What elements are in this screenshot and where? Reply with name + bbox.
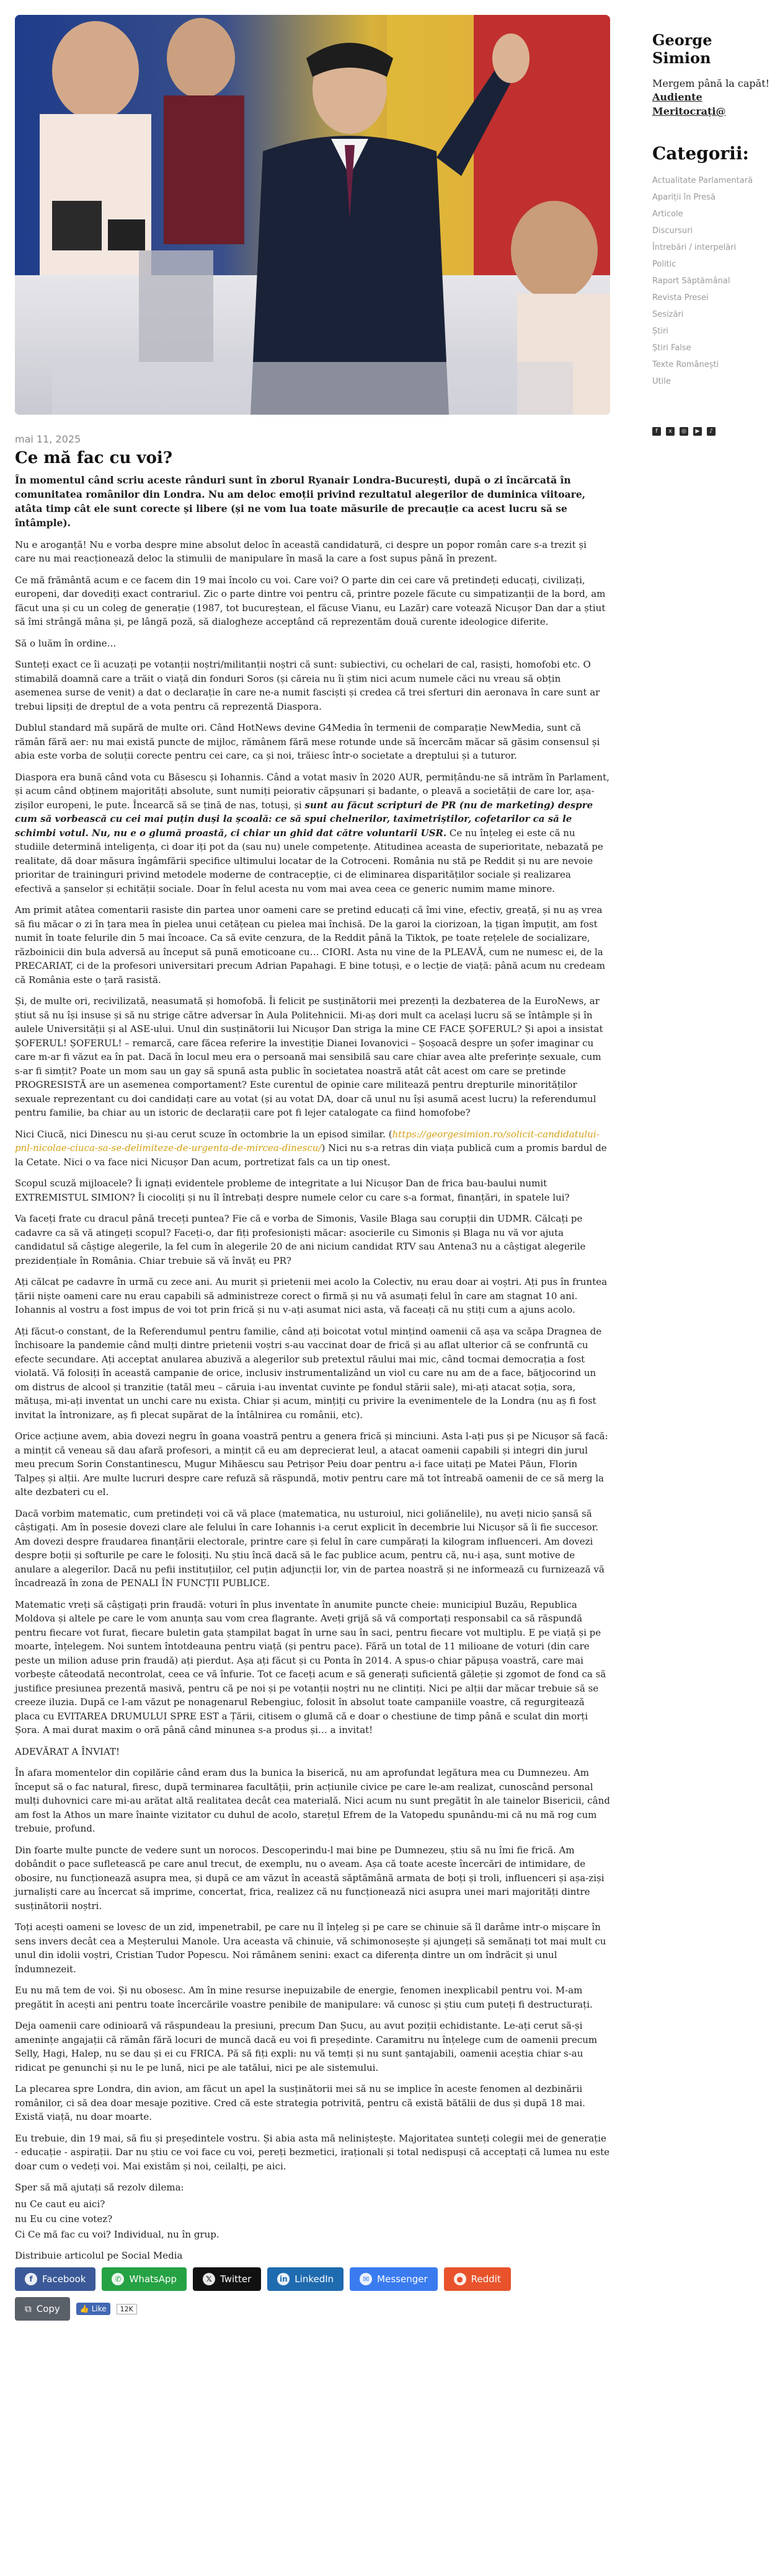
secondary-share-row (15, 2297, 610, 2321)
copy-link-button[interactable] (15, 2297, 70, 2321)
site-author-name[interactable]: George Simion (652, 31, 712, 67)
facebook-share-label: Facebook (42, 2274, 86, 2285)
sidebar (652, 31, 770, 436)
paragraph: Eu trebuie, din 19 mai, să fiu și președintele vostru. Și abia asta mă neliniștește. Majoritatea sunteți colegii mei de generație - educație - aspirații. Dar nu știu ce voi face cu voi, pereți bezmetici, iraționali și total nedispuși că acceptați că lumea nu este doar cum o vedeți voi. Mai existăm și noi, ceilalți, pe aici. (15, 2132, 609, 2172)
facebook-icon[interactable]: f (652, 427, 661, 436)
whatsapp-share-label: WhatsApp (129, 2274, 177, 2285)
paragraph-text: Diaspora era bună când vota cu Băsescu și Iohannis. Când a votat masiv în 2020 AUR, permițându-ne să intrăm în Parlament, și acum când obținem majorități absolute, sunt numiți peiorativ căpșunari și badante, o pleavă a societății de care lor, așa-zișilor europeni, le pute. Încearcă să se țină de nas, totuși, și (15, 771, 609, 811)
thumbs-up-icon: 👍 (79, 2305, 89, 2314)
paragraph-emphasis: sunt au făcut scripturi de PR (nu de marketing) despre cum să vorbească cu cei mai puțin duși la școală: ce să spui chelnerilor, taximetriștilor, cofetarilor ca să le schimbi votul. Nu, nu e o glumă proastă, ci chiar un ghid dat către voluntarii USR. (15, 799, 593, 839)
paragraph: Ce mă frământă acum e ce facem din 19 mai încolo cu voi. Care voi? O parte din cei care vă pretindeți educați, civilizați, europeni, dar dovediți exact contrariul. Zic o parte dintre voi pentru că, printre pozele făcute cu simpatizanții de la bord, am făcut una și cu un coleg de generație (1987, tot bucureștean, el făcuse Vianu, eu Lazăr) care votează Nicușor Dan dar a știut să îmi strângă mâna și, pe lângă poză, să dialogheze acceptând că reprezentăm două curente ideologice diferite. (15, 574, 606, 628)
category-item[interactable]: Revista Presei (652, 293, 709, 303)
tagline-link-meritocrati[interactable]: Meritocrați@ (652, 105, 726, 117)
twitter-share-label: Twitter (220, 2274, 252, 2285)
paragraph: Dacă vorbim matematic, cum pretindeți voi că vă place (matematica, nu usturoiul, nici goliănelile), nu aveți nicio șansă să câștigați. Am în posesie dovezi clare ale felului în care Iohannis i-a cerut explicit în decembrie lui Nicușor să îi fie succesor. Am dovezi despre fraudarea finanțării electorale, printre care și felul în care cumpărați la kilogram influenceri. Am dovezi despre boții și softurile pe care le folosiți. Nu știu încă dacă să le fac publice acum, pentru că, nu-i așa, sunt motive de anulare a alegerilor. Dacă nu pefii instituțiilor, cel puțin adjuncții lor, vin de partea noastră și ne informează cu furnizează vă încadrează în zona de PENALI ÎN FUNCȚII PUBLICE. (15, 1507, 605, 1589)
category-item[interactable]: Sesizări (652, 310, 684, 320)
paragraph: Sunteți exact ce îi acuzați pe votanții noștri/militanții noștri că sunt: subiectivi, cu ochelari de cal, rasiști, homofobi etc. O stimabilă doamnă care a trăit o viață din fonduri Soros (și căreia nu îi știm nici acum numele căci nu vreau să obțin asemenea surse de venit) a dat o declarație în care ne-a numit fasciști și credea că trei sferturi din aeronava în care sunt ar trebui lipsiți de dreptul de a vota pentru că reprezentă Diaspora. (15, 659, 600, 712)
paragraph: Matematic vreți să câștigați prin fraudă: voturi în plus inventate în anumite puncte cheie: municipiul Buzău, Republica Moldova și altele pe care le vom anunța sau vom crea flagrante. Aveți grijă să vă comportați responsabil ca să răspundă pentru fiecare vot furat, fiecare buletin gata ștampilat bagat în urne sau în saci, pentru fiecare vot multiplu. E pe viață și pe moarte, înțelegem. Noi suntem întotdeauna pentru viață (și pentru pace). Fără un total de 11 milioane de voturi (din care peste un milion aduse prin fraudă) ați pierdut. Așa ați făcut și cu Ponta în 2014. A spus-o chiar păpușa voastră, care mai vorbește câteodată necontrolat, ceea ce vă înfurie. Tot ce faceți acum e să generați suficientă găleție și zgomot de fond ca să justifice presiunea prezentă masivă, pentru că pe noi și pe votanții noștri nu ne clintiți. Nici pe alții dar măcar trebuie să se creeze iluzia. După ce l-am văzut pe nonagenarul Rebengiuc, folosit în absolut toate campaniile voastre, că regurgitează placa cu EVITAREA DRUMULUI SPRE EST a Țării, citisem o glumă că e doar o chestiune de timp până e sculat din morți Șora. A mai durat maxim o oră până când minunea s-a produs și… a invitat! (15, 1599, 606, 1736)
social-icons (652, 427, 770, 436)
category-item[interactable]: Apariții în Presă (652, 193, 716, 203)
facebook-like-button[interactable] (76, 2303, 110, 2315)
paragraph: Nu e aroganță! Nu e vorba despre mine absolut deloc în această candidatură, ci despre un popor român care s-a trezit și care nu mai reacționează deloc la stimulii de manipulare în masă la care a fost supus până în prezent. (15, 539, 587, 565)
tagline-link-audiente[interactable]: Audiente (652, 91, 702, 104)
paragraph (15, 770, 610, 896)
article-link[interactable]: https://georgesimion.ro/solicit-candidatului-pnl-nicolae-ciuca-sa-se-delimiteze-de-urgenta-de-mircea-dinescu/ (15, 1128, 600, 1154)
categories-list (652, 172, 770, 390)
paragraph-text: Ce nu înțeleg ei este că nu studiile determină inteligența, ci doar iți pot da (sau nu) unele competențe. Atitudinea aceasta de superioritate, nebazată pe realitate, dă doar măsura îngâmfării specifice ultimului locatar de la Cotroceni. România nu stă pe Reddit și nu are nevoie prioritar de trainingurі privind metodele moderne de contracepție, ci de eliminarea disparităților sociale și realizarea efectivă a șanselor și echității sociale. Doar în felul acesta nu vom mai avea ceea ce generic numim mame minore. (15, 827, 603, 894)
messenger-icon: ✉ (360, 2273, 372, 2285)
paragraph-text: Nici Ciucă, nici Dinescu nu și-au cerut scuze în octombrie la un episod similar. (15, 1128, 386, 1140)
like-count: 12K (117, 2304, 137, 2314)
linkedin-icon: in (277, 2273, 290, 2285)
category-item[interactable]: Utile (652, 377, 671, 387)
categories-heading: Categorii: (652, 143, 749, 164)
paragraph: Sper să mă ajutați să rezolv dilema: (15, 2182, 184, 2194)
reddit-share-label: Reddit (471, 2274, 501, 2285)
post-title: Ce mă fac cu voi? (15, 449, 172, 467)
copy-label: Copy (36, 2303, 60, 2315)
paragraph: nu Eu cu cine votez? (15, 2213, 113, 2225)
linkedin-share-button[interactable] (267, 2267, 343, 2291)
paragraph: Toți acești oameni se lovesc de un zid, impenetrabil, pe care nu îl înțeleg și pe care se chinuie să îl darâme intr-o mișcare în sens invers decât cea a Meșterului Manole. Ura aceasta vă chinuie, vă schimonosește și ajungeți să semănați tot mai mult cu unul din idolii voștri, Cristian Tudor Popescu. Noi rămânem senini: exact ca diferența dintre un om îndrăcit și unul îndumnezeit. (15, 1921, 606, 1975)
hero-illustration (15, 15, 610, 415)
whatsapp-share-button[interactable] (102, 2267, 187, 2291)
paragraph: Și, de multe ori, recivilizată, neasumată și homofobă. Îi felicit pe susținătorii mei prezenți la dezbaterea de la EuroNews, ar știut să nu își insuse și să nu strige către adversar în Aula Politehnicii. Mi-aș dori mult ca același lucru să se întâmple și în aulele Universității și al ASE-ului. Unul din susținătorii lui Nicușor Dan striga la mine CE FACE ȘOFERUL? Și apoi a insistat ȘOFERUL! ȘOFERUL! – remarcă, care făcea referire la investiție Dianei Iovanovici – Șoșoacă despre un șofer imaginar cu care m-ar fi văzut ea în pat. Dacă în locul meu era o persoană mai sensibilă sau care chiar avea alte preferințe sexuale, cum s-ar fi simțit? Poate un mom sau un gay să spună asta public în societatea noastră atât cât acest om care se pretinde PROGRESISTĂ are un asemenea comportament? Este curentul de opinie care militează pentru drepturile minorităților sexuale reprezentant cu doi candidați care au votat (și au votat DA, doar că unul nu își asumă acest lucru) la referendumul pentru familie, ba chiar au un istoric de declarații care pot fi lejer catalogate ca fiind homofobe? (15, 995, 603, 1119)
reddit-icon: ● (454, 2273, 466, 2285)
category-item[interactable]: Întrebări / interpelări (652, 243, 737, 253)
category-item[interactable]: Articole (652, 210, 683, 219)
paragraph: La plecarea spre Londra, din avion, am făcut un apel la susținătorii mei să nu se implice în aceste fenomen al dezbinării românilor, ci să dea doar mesaje pozitive. Cred că este strategia potrivită, pentru că există bătălii de dus și după 18 mai. Există viață, nu doar moarte. (15, 2083, 585, 2123)
twitter-share-button[interactable] (193, 2267, 261, 2291)
category-item[interactable]: Discursuri (652, 226, 693, 236)
messenger-share-label: Messenger (377, 2274, 428, 2285)
category-item[interactable]: Raport Săptămânal (652, 276, 730, 286)
instagram-icon[interactable]: ◎ (680, 427, 688, 436)
paragraph-text: Nici nu s-a retras din viața publică cum a promis bardul de la Cetate. Nici o va face nici Nicușor Dan acum, portretizat fals ca un tip onest. (15, 1142, 607, 1168)
post-lead: În momentul când scriu aceste rânduri sunt în zborul Ryanair Londra-București, după o zi încărcată în comunitatea românilor din Londra. Nu am deloc emoții privind rezultatul alegerilor de duminica viitoare, atâta timp cât ele sunt corecte și libere (și ne vom lua toate măsurile de precauție ca acest lucru să se întâmple). (15, 474, 586, 529)
facebook-share-button[interactable] (15, 2267, 95, 2291)
paragraph: Dublul standard mă supără de multe ori. Când HotNews devine G4Media în termenii de comparație NewMedia, sunt că rămân fără aer: nu mai există puncte de mijloc, rămânem fără mese rotunde unde să încercăm măcar să găsim consensul și abia este vorba de soluții corecte pentru cei care, ca și noi, trăiesc într-o societate a dreptului și a tuturor. (15, 722, 600, 762)
category-item[interactable]: Știri False (652, 343, 691, 353)
paragraph: Să o luăm în ordine… (15, 637, 117, 649)
hero-photo (15, 15, 610, 415)
linkedin-share-label: LinkedIn (295, 2274, 334, 2285)
share-buttons (15, 2267, 610, 2291)
messenger-share-button[interactable] (350, 2267, 437, 2291)
main-content (15, 15, 610, 2321)
tagline-text: Mergem până la capăt! (652, 77, 770, 89)
paragraph: Nici Ciucă, nici Dinescu nu și-au cerut scuze în octombrie la un episod similar. (https://georgesimion.ro/solicit-candidatului-pnl-nicolae-ciuca-sa-se-delimiteze-de-urgenta-de-mircea-dinescu/) Nici nu s-a retras din viața publică cum a promis bardul de la Cetate. Nici o va face nici Nicușor Dan acum, portretizat fals ca un tip onest. (15, 1128, 607, 1168)
tiktok-icon[interactable]: ♪ (707, 427, 716, 436)
paragraph: nu Ce caut eu aici? (15, 2198, 105, 2210)
paragraph: Eu nu mă tem de voi. Și nu obosesc. Am în mine resurse inepuizabile de energie, fenomen inexplicabil pentru voi. M-am pregătit în acești ani pentru toate încercările voastre penibile de manipulare: vă cunosc și știu cum puteți fi destructurați. (15, 1985, 593, 2010)
paragraph: Ați călcat pe cadavre în urmă cu zece ani. Au murit și prietenii mei acolo la Colectiv, nu erau doar ai voștri. Ați pus în fruntea țării niște oameni care nu erau capabili să administreze corect o firmă și nu vă asumați felul în care am stagnat 10 ani. Iohannis al vostru a fost impus de voi tot prin frică și nu v-ați asumat nici asta, vă faceați că nu știți cum a ajuns acolo. (15, 1276, 608, 1316)
paragraph: Deja oamenii care odinioară vă răspundeau la presiuni, precum Dan Șucu, au avut poziții echidistante. Le-ați cerut să-și amenințe angajații că rămân fără locuri de muncă dacă eu voi fi președinte. Caramitru nu înțelege cum de oamenii precum Selly, Hagi, Halep, nu se dau și ei cu FRICA. Pă să fiți expli: nu vă temți și nu sunt șantajabili, oamenii aceștia chiar s-au ridicat pe genunchi și nu le pe lună, nici pe ale tatălui, nici pe ale sistemului. (15, 2020, 598, 2073)
paragraph: Din foarte multe puncte de vedere sunt un norocos. Descoperindu-l mai bine pe Dumnezeu, știu să nu îmi fie frică. Am dobândit o pace sufletească pe care anul trecut, de exemplu, nu o aveam. Așa că toate aceste încercări de intimidare, de obosire, nu funcționează asupra mea, și după ce am văzut în această săptămână armata de boți și troli, influenceri și așa-ziși jurnaliști care au încercat să imprime, concertat, frica, realizez că nu funcționează nici asupra unei mari majorități dintre susținătorii noștri. (15, 1844, 605, 1912)
post-body (15, 538, 610, 2242)
whatsapp-icon: ✆ (112, 2273, 124, 2285)
share-label: Distribuie articolul pe Social Media (15, 2250, 183, 2262)
site-tagline (652, 77, 770, 118)
reddit-share-button[interactable] (444, 2267, 511, 2291)
twitter-icon[interactable]: x (666, 427, 675, 436)
paragraph: Scopul scuză mijloacele? Îi ignați evidentele probleme de integritate a lui Nicușor Dan de frica bau-baului numit EXTREMISTUL SIMION? Îi ciocoliți și nu îl întrebați despre numele celor cu care s-a format, finanțări, in spatele lui? (15, 1178, 570, 1203)
twitter-icon: 𝕏 (203, 2273, 215, 2285)
category-item[interactable]: Texte Românești (652, 360, 719, 370)
facebook-icon: f (25, 2273, 37, 2285)
paragraph: Ci Ce mă fac cu voi? Individual, nu în grup. (15, 2228, 219, 2240)
category-item[interactable]: Actualitate Parlamentară (652, 176, 753, 186)
youtube-icon[interactable]: ▶ (693, 427, 702, 436)
category-item[interactable]: Politic (652, 260, 676, 270)
copy-icon: ⧉ (25, 2303, 32, 2315)
paragraph: În afara momentelor din copilărie când eram dus la bunica la biserică, nu am aprofundat legătura mea cu Dumnezeu. Am început să o fac natural, firesc, după terminarea facultății, prin acțiunile civice pe care le-am realizat, cunoscând personal mulți duhovnici care mi-au arătat altă realitatea decât cea materială. Nici acum nu sunt pregătit în ale tainelor Bisericii, când am fost la Athos un mare înainte vizitator cu duhul de acolo, starețul Efrem de la Vatopedu spunându-mi că nu mă rog cum trebuie, profund. (15, 1767, 610, 1835)
paragraph: Am primit atâtea comentarii rasiste din partea unor oameni care se pretind educați că îmi vine, efectiv, greață, și nu aș vrea să fiu măcar o zi în țara mea în pielea unui cetățean cu pielea mai închisă. De la garoi la ciorizoan, la țigan împuțit, am fost numit în toate felurile din 5 mai încoace. Ca să evite cenzura, de la Reddit până la Tiktok, pe toate rețelele de socializare, războinicii din bula adversă au început să pună emoticoane cu… CIORI. Asta nu vine de la PLEAVĂ, cum ne numesc ei, de la PRECARIAT, ci de la profesori universitari precum Adrian Papahagi. E bine totuși, e o lecție de viață: până acum nu credeam că România este o țară rasistă. (15, 904, 605, 986)
paragraph: Va faceți frate cu dracul până treceți puntea? Fie că e vorba de Simonis, Vasile Blaga sau corupții din UDMR. Călcați pe cadavre ca să vă atingeți scopul? Faceți-o, dar fiți profesioniști măcar: asocierile cu Simonis și Blaga nu vă vor ajuta candidatul să câștige alegerile, la fel cum în alegerile 20 de ani nicium candidat RTV sau Antena3 nu a câștigat alegerile prezidențiale în România. Chiar trebuie să vă învăț eu PR? (15, 1213, 586, 1266)
post-date: mai 11, 2025 (15, 433, 81, 445)
paragraph: ADEVĂRAT A ÎNVIAT! (15, 1745, 120, 1757)
paragraph: Orice acțiune avem, abia dovezi negru în goana voastră pentru a genera frică și minciuni. Asta l-ați pus și pe Nicușor să facă: a mințit că veneau să dau afară profesori, a mințit că eu am deprecierat leul, a atacat oamenii capabili și integri din jurul meu precum Sorin Constantinescu, Mugur Mihăescu sau Petrișor Peiu doar pentru a-i face uitați pe Matei Păun, Florin Talpeș și alții. Are multe lucruri despre care refuză să răspundă, motiv pentru care mă tot întreabă oamenii de ce să merg la alte dezbateri cu el. (15, 1431, 608, 1498)
like-label: Like (91, 2305, 107, 2314)
category-item[interactable]: Știri (652, 327, 668, 337)
paragraph: Ați făcut-o constant, de la Referendumul pentru familie, când ați boicotat votul mințind oamenii că așa va scăpa Dragnea de închisoare la pandemie când mulți dintre prietenii voștri s-au vaccinat doar de frică și au aflat ulterior că se confruntă cu efecte secundare. Ați acceptat anularea abuzivă a alegerilor sub pretextul răului mai mic, când tocmai democrația a fost violată. Vă folosiți în această campanie de orice, inclusiv instrumentalizând un viol cu care nu am de a face, bătjocorind un om distrus de alcool și tranzitie (tatăl meu – căruia i-au inventat cuvinte pe fondul stării sale), mi-ați atacat soția, sora, mătușa, mi-ați inventat un unchi care nu exista. Chiar și acum, mințiți cu privire la evenimentele de la Londra (nu aș fi fost invitat la întronizare, aș fi plecat supărat de la întâlnirea cu românii, etc). (15, 1325, 602, 1421)
